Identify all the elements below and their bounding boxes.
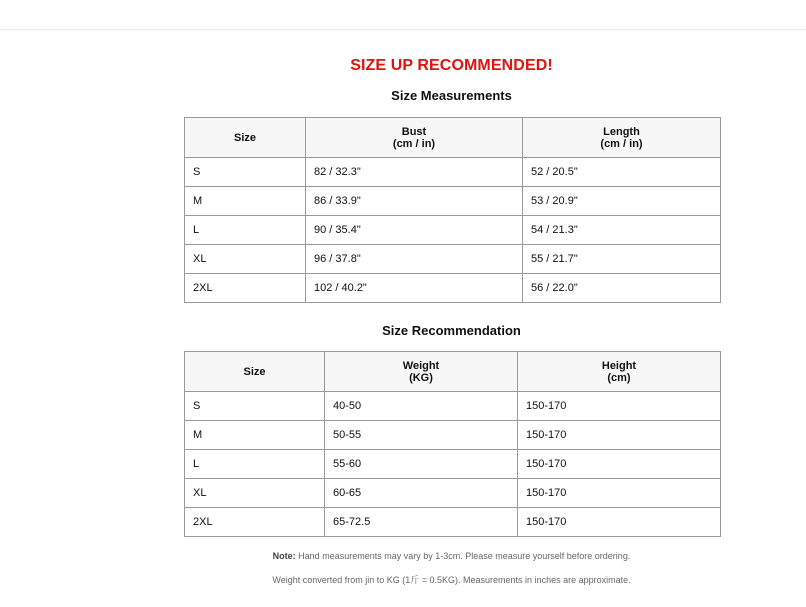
table-row [185,450,721,479]
table-row [185,392,721,421]
table-row [185,187,721,216]
length-cell: 56 / 22.0" [523,274,721,303]
table-row [185,158,721,187]
table-row [185,216,721,245]
column-header-size: Size [185,352,325,392]
column-header-length: Length (cm / in) [523,118,721,158]
length-cell: 54 / 21.3" [523,216,721,245]
note-text: Hand measurements may vary by 1-3cm. Please measure yourself before ordering. [298,551,631,561]
bust-cell: 102 / 40.2" [306,274,523,303]
weight-cell: 60-65 [325,479,518,508]
measurements-table [184,117,721,303]
table-row [185,421,721,450]
recommendation-title: Size Recommendation [382,323,521,338]
size-cell: 2XL [185,508,325,537]
size-up-alert: SIZE UP RECOMMENDED! [350,57,553,74]
note-label: Note: [272,551,296,561]
size-cell: XL [185,245,306,274]
weight-cell: 40-50 [325,392,518,421]
column-header-height: Height (cm) [518,352,721,392]
table-header-row [185,118,721,158]
size-cell: L [185,216,306,245]
weight-cell: 50-55 [325,421,518,450]
size-cell: 2XL [185,274,306,303]
column-header-size: Size [185,118,306,158]
size-cell: S [185,158,306,187]
header-divider [0,29,806,30]
conversion-note: Weight converted from jin to KG (1斤 = 0.5KG). Measurements in inches are approximate. [272,575,631,585]
length-cell: 52 / 20.5" [523,158,721,187]
measurements-title: Size Measurements [391,88,512,103]
height-cell: 150-170 [518,392,721,421]
height-cell: 150-170 [518,508,721,537]
height-cell: 150-170 [518,479,721,508]
weight-cell: 55-60 [325,450,518,479]
bust-cell: 90 / 35.4" [306,216,523,245]
bust-cell: 86 / 33.9" [306,187,523,216]
table-row [185,479,721,508]
length-cell: 53 / 20.9" [523,187,721,216]
table-row [185,508,721,537]
size-cell: M [185,421,325,450]
size-cell: L [185,450,325,479]
table-row [185,274,721,303]
size-cell: S [185,392,325,421]
column-header-weight: Weight (KG) [325,352,518,392]
recommendation-table [184,351,721,537]
height-cell: 150-170 [518,421,721,450]
length-cell: 55 / 21.7" [523,245,721,274]
bust-cell: 96 / 37.8" [306,245,523,274]
size-cell: M [185,187,306,216]
measurement-note [0,551,806,561]
bust-cell: 82 / 32.3" [306,158,523,187]
weight-cell: 65-72.5 [325,508,518,537]
height-cell: 150-170 [518,450,721,479]
table-row [185,245,721,274]
column-header-bust: Bust (cm / in) [306,118,523,158]
table-header-row [185,352,721,392]
size-cell: XL [185,479,325,508]
